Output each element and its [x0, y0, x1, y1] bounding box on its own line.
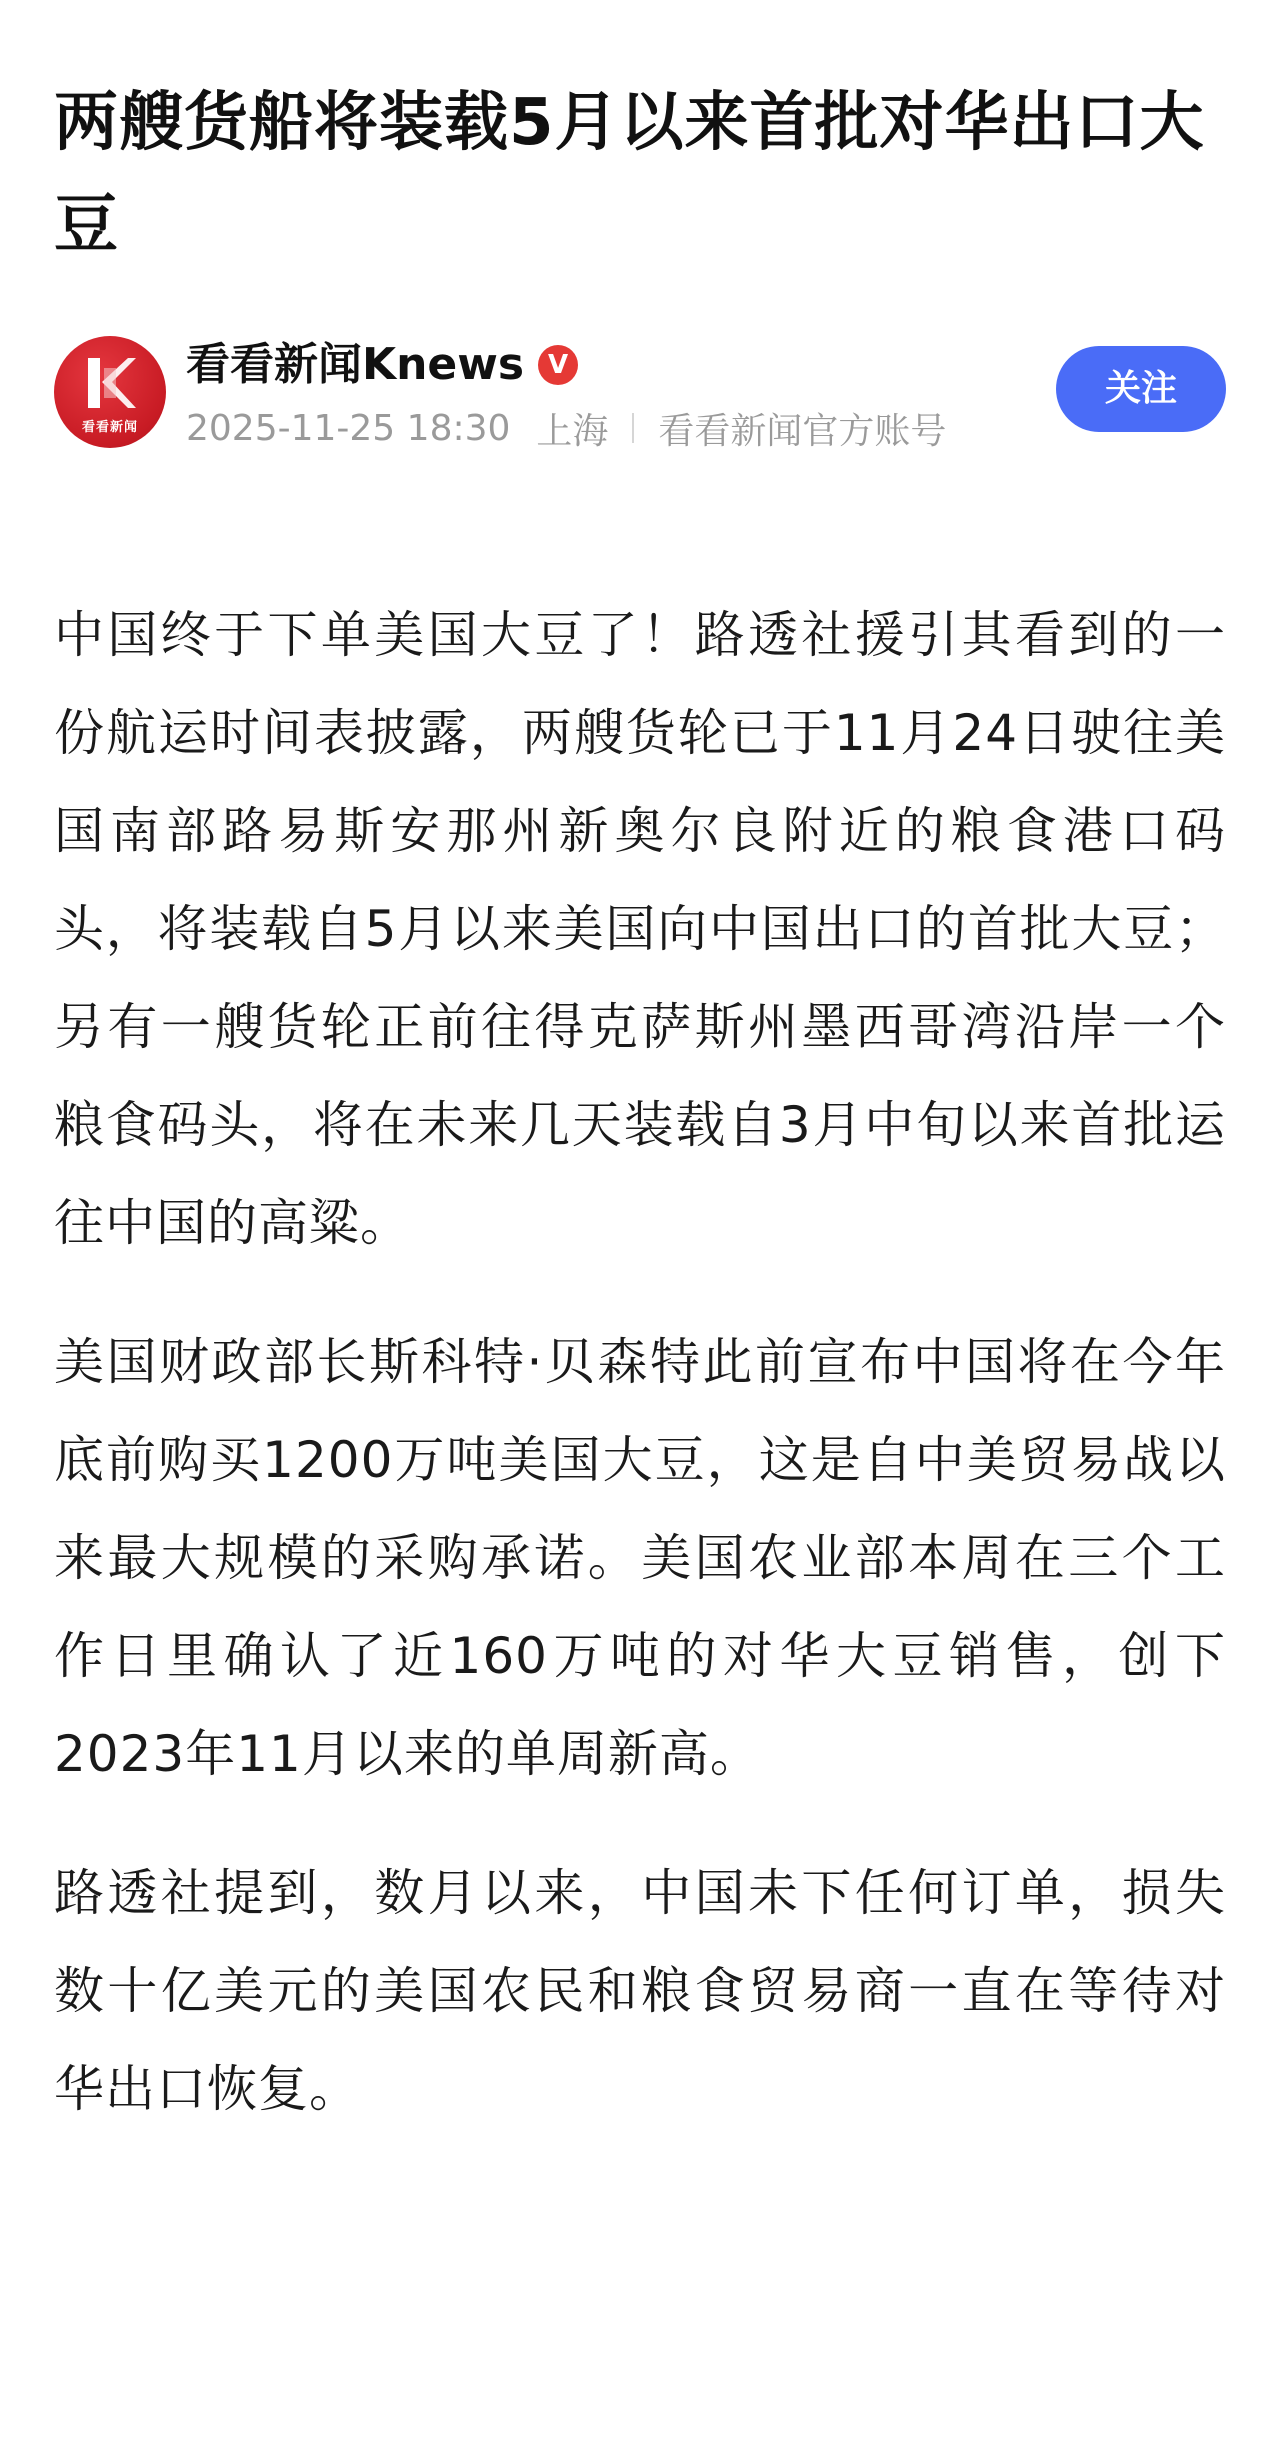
- author-row: [54, 332, 1226, 456]
- publish-location: 上海: [536, 410, 609, 452]
- article-meta: [186, 404, 946, 452]
- author-name[interactable]: 看看新闻Knews: [186, 339, 525, 390]
- article-paragraph: 美国财政部长斯科特·贝森特此前宣布中国将在今年底前购买1200万吨美国大豆，这是自中美贸易战以来最大规模的采购承诺。美国农业部本周在三个工作日里确认了近160万吨的对华大豆销售，创下2023年11月以来的单周新高。: [54, 1333, 1226, 1783]
- article-title: 两艘货船将装载5月以来首批对华出口大豆: [54, 86, 1205, 262]
- meta-divider: [632, 413, 634, 443]
- account-description: 看看新闻官方账号: [658, 410, 947, 452]
- verified-mark: V: [548, 350, 569, 380]
- author-name-line: [186, 338, 578, 392]
- article-body: [54, 586, 1226, 2138]
- publish-timestamp: 2025-11-25 18:30: [186, 407, 511, 449]
- article-paragraph: 中国终于下单美国大豆了！路透社援引其看到的一份航运时间表披露，两艘货轮已于11月24日驶往美国南部路易斯安那州新奥尔良附近的粮食港口码头，将装载自5月以来美国向中国出口的首批大豆；另有一艘货轮正前往得克萨斯州墨西哥湾沿岸一个粮食码头，将在未来几天装载自3月中旬以来首批运往中国的高粱。: [54, 606, 1226, 1252]
- knews-logo-icon: [82, 354, 138, 412]
- article-paragraph: 路透社提到，数月以来，中国未下任何订单，损失数十亿美元的美国农民和粮食贸易商一直在等待对华出口恢复。: [54, 1864, 1226, 2118]
- avatar-label: 看看新闻: [81, 420, 138, 435]
- follow-button[interactable]: 关注: [1056, 346, 1226, 432]
- verified-badge-icon: [538, 345, 578, 385]
- author-avatar[interactable]: [54, 336, 166, 448]
